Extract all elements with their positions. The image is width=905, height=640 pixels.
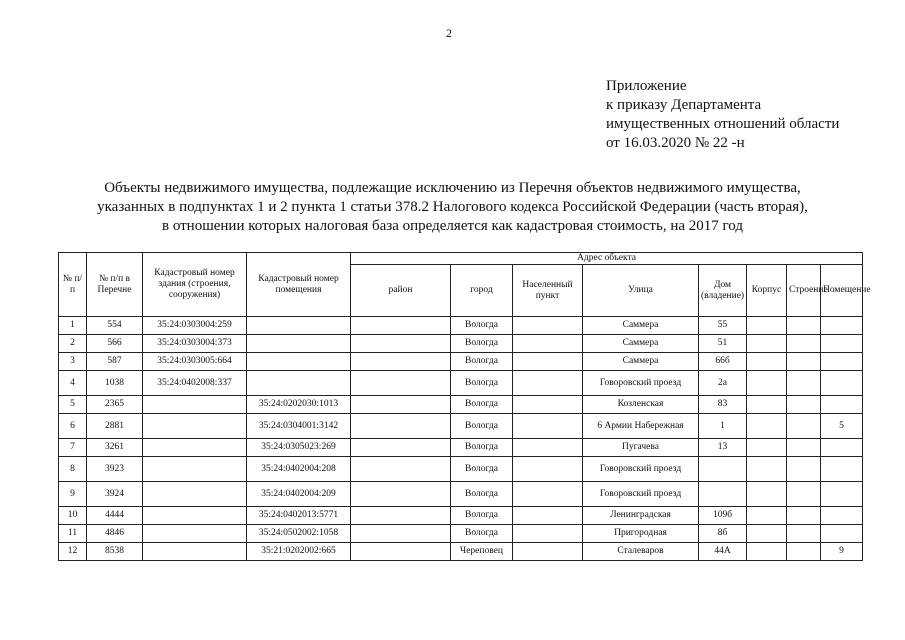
cell-premises	[821, 335, 863, 353]
cell-street: Говоровский проезд	[583, 371, 699, 396]
cell-room-cadastral	[247, 317, 351, 335]
cell-city: Вологда	[451, 507, 513, 525]
cell-city: Вологда	[451, 482, 513, 507]
cell-district	[351, 353, 451, 371]
cell-list-num: 4444	[87, 507, 143, 525]
cell-building-cadastral	[143, 507, 247, 525]
cell-corpus	[747, 335, 787, 353]
cell-house: 1	[699, 414, 747, 439]
cell-house: 109б	[699, 507, 747, 525]
cell-building-cadastral: 35:24:0402008:337	[143, 371, 247, 396]
cell-num: 8	[59, 457, 87, 482]
header-corpus: Корпус	[747, 265, 787, 317]
cell-district	[351, 543, 451, 561]
cell-corpus	[747, 507, 787, 525]
cell-structure	[787, 457, 821, 482]
header-address-group: Адрес объекта	[351, 253, 863, 265]
cell-num: 7	[59, 439, 87, 457]
cell-settlement	[513, 525, 583, 543]
cell-structure	[787, 353, 821, 371]
cell-num: 3	[59, 353, 87, 371]
cell-corpus	[747, 439, 787, 457]
cell-street: Сталеваров	[583, 543, 699, 561]
cell-street: Говоровский проезд	[583, 457, 699, 482]
cell-settlement	[513, 414, 583, 439]
cell-settlement	[513, 335, 583, 353]
title-line: Объекты недвижимого имущества, подлежащие исключению из Перечня объектов недвижимого имущества,	[104, 180, 801, 196]
table-row	[59, 335, 863, 353]
cell-structure	[787, 371, 821, 396]
cell-settlement	[513, 543, 583, 561]
cell-structure	[787, 414, 821, 439]
cell-building-cadastral	[143, 525, 247, 543]
cell-list-num: 3261	[87, 439, 143, 457]
cell-house: 44А	[699, 543, 747, 561]
cell-room-cadastral: 35:24:0502002:1058	[247, 525, 351, 543]
cell-num: 1	[59, 317, 87, 335]
cell-room-cadastral: 35:24:0202030:1013	[247, 396, 351, 414]
title-line: указанных в подпунктах 1 и 2 пункта 1 статьи 378.2 Налогового кодекса Российской Федерации (часть вторая),	[97, 199, 808, 215]
cell-city: Вологда	[451, 335, 513, 353]
header-structure: Строение	[787, 265, 821, 317]
header-list-num: № п/п в Перечне	[87, 253, 143, 317]
cell-building-cadastral: 35:24:0303005:664	[143, 353, 247, 371]
cell-building-cadastral: 35:24:0303004:259	[143, 317, 247, 335]
table-row	[59, 353, 863, 371]
appendix-line: от 16.03.2020 № 22 -н	[606, 135, 745, 151]
cell-list-num: 4846	[87, 525, 143, 543]
cell-city: Череповец	[451, 543, 513, 561]
cell-room-cadastral	[247, 371, 351, 396]
table-row	[59, 396, 863, 414]
cell-settlement	[513, 457, 583, 482]
cell-num: 5	[59, 396, 87, 414]
header-num: № п/п	[59, 253, 87, 317]
cell-num: 11	[59, 525, 87, 543]
cell-city: Вологда	[451, 396, 513, 414]
cell-list-num: 587	[87, 353, 143, 371]
cell-corpus	[747, 317, 787, 335]
document-title	[0, 179, 905, 236]
cell-list-num: 2881	[87, 414, 143, 439]
cell-corpus	[747, 396, 787, 414]
cell-city: Вологда	[451, 371, 513, 396]
cell-district	[351, 317, 451, 335]
cell-street: 6 Армии Набережная	[583, 414, 699, 439]
cell-room-cadastral: 35:24:0305023:269	[247, 439, 351, 457]
cell-corpus	[747, 353, 787, 371]
cell-district	[351, 371, 451, 396]
cell-city: Вологда	[451, 353, 513, 371]
cell-district	[351, 457, 451, 482]
table-row	[59, 414, 863, 439]
cell-structure	[787, 543, 821, 561]
cell-city: Вологда	[451, 317, 513, 335]
cell-building-cadastral	[143, 543, 247, 561]
cell-settlement	[513, 396, 583, 414]
cell-num: 12	[59, 543, 87, 561]
cell-premises	[821, 525, 863, 543]
cell-list-num: 566	[87, 335, 143, 353]
cell-corpus	[747, 371, 787, 396]
cell-district	[351, 335, 451, 353]
cell-building-cadastral	[143, 457, 247, 482]
cell-structure	[787, 396, 821, 414]
cell-house: 66б	[699, 353, 747, 371]
appendix-block	[606, 77, 839, 153]
cell-street: Саммера	[583, 353, 699, 371]
cell-street: Саммера	[583, 335, 699, 353]
appendix-line: имущественных отношений области	[606, 116, 840, 132]
cell-street: Саммера	[583, 317, 699, 335]
cell-building-cadastral	[143, 396, 247, 414]
header-premises: Помещение	[821, 265, 863, 317]
cell-settlement	[513, 371, 583, 396]
cell-settlement	[513, 507, 583, 525]
cell-settlement	[513, 439, 583, 457]
cell-num: 2	[59, 335, 87, 353]
table-body	[59, 317, 863, 561]
cell-city: Вологда	[451, 439, 513, 457]
cell-list-num: 8538	[87, 543, 143, 561]
cell-settlement	[513, 353, 583, 371]
cell-settlement	[513, 482, 583, 507]
header-house: Дом (владение)	[699, 265, 747, 317]
cell-room-cadastral: 35:21:0202002:665	[247, 543, 351, 561]
cell-premises	[821, 439, 863, 457]
cell-corpus	[747, 482, 787, 507]
cell-district	[351, 525, 451, 543]
cell-premises: 9	[821, 543, 863, 561]
cell-street: Говоровский проезд	[583, 482, 699, 507]
header-city: город	[451, 265, 513, 317]
cell-corpus	[747, 525, 787, 543]
cell-premises	[821, 482, 863, 507]
cell-list-num: 554	[87, 317, 143, 335]
cell-premises	[821, 353, 863, 371]
objects-table	[58, 252, 871, 561]
cell-num: 9	[59, 482, 87, 507]
cell-district	[351, 414, 451, 439]
cell-room-cadastral: 35:24:0402004:209	[247, 482, 351, 507]
cell-building-cadastral: 35:24:0303004:373	[143, 335, 247, 353]
header-settlement: Населенный пункт	[513, 265, 583, 317]
table-row	[59, 439, 863, 457]
cell-district	[351, 482, 451, 507]
cell-list-num: 1038	[87, 371, 143, 396]
table-row	[59, 457, 863, 482]
cell-premises	[821, 371, 863, 396]
cell-structure	[787, 525, 821, 543]
cell-building-cadastral	[143, 439, 247, 457]
cell-street: Пригородная	[583, 525, 699, 543]
cell-list-num: 3924	[87, 482, 143, 507]
table-row	[59, 482, 863, 507]
cell-street: Ленинградская	[583, 507, 699, 525]
cell-num: 10	[59, 507, 87, 525]
cell-corpus	[747, 543, 787, 561]
cell-house	[699, 482, 747, 507]
table-row	[59, 543, 863, 561]
table-row	[59, 507, 863, 525]
cell-room-cadastral: 35:24:0304001:3142	[247, 414, 351, 439]
cell-street: Козленская	[583, 396, 699, 414]
cell-city: Вологда	[451, 457, 513, 482]
cell-premises	[821, 317, 863, 335]
cell-house: 51	[699, 335, 747, 353]
appendix-line: Приложение	[606, 78, 687, 94]
cell-room-cadastral: 35:24:0402004:208	[247, 457, 351, 482]
cell-premises: 5	[821, 414, 863, 439]
cell-list-num: 3923	[87, 457, 143, 482]
cell-house: 13	[699, 439, 747, 457]
title-line: в отношении которых налоговая база определяется как кадастровая стоимость, на 2017 год	[161, 218, 743, 234]
cell-settlement	[513, 317, 583, 335]
cell-premises	[821, 457, 863, 482]
cell-building-cadastral	[143, 482, 247, 507]
table-row	[59, 371, 863, 396]
cell-premises	[821, 396, 863, 414]
cell-street: Пугачева	[583, 439, 699, 457]
cell-structure	[787, 317, 821, 335]
header-district: район	[351, 265, 451, 317]
cell-corpus	[747, 414, 787, 439]
cell-premises	[821, 507, 863, 525]
cell-house	[699, 457, 747, 482]
cell-district	[351, 439, 451, 457]
cell-num: 4	[59, 371, 87, 396]
cell-structure	[787, 482, 821, 507]
cell-room-cadastral	[247, 335, 351, 353]
cell-list-num: 2365	[87, 396, 143, 414]
table-row	[59, 525, 863, 543]
cell-building-cadastral	[143, 414, 247, 439]
cell-house: 2а	[699, 371, 747, 396]
header-room-cadastral: Кадастровый номер помещения	[247, 253, 351, 317]
header-building-cadastral: Кадастровый номер здания (строения, сооружения)	[143, 253, 247, 317]
cell-structure	[787, 507, 821, 525]
cell-structure	[787, 439, 821, 457]
table-row	[59, 317, 863, 335]
header-street: Улица	[583, 265, 699, 317]
cell-district	[351, 507, 451, 525]
cell-house: 55	[699, 317, 747, 335]
cell-room-cadastral: 35:24:0402013:5771	[247, 507, 351, 525]
cell-house: 83	[699, 396, 747, 414]
cell-city: Вологда	[451, 414, 513, 439]
page-number: 2	[446, 26, 452, 40]
appendix-line: к приказу Департамента	[606, 97, 762, 113]
cell-structure	[787, 335, 821, 353]
cell-room-cadastral	[247, 353, 351, 371]
cell-house: 8б	[699, 525, 747, 543]
cell-num: 6	[59, 414, 87, 439]
cell-city: Вологда	[451, 525, 513, 543]
cell-corpus	[747, 457, 787, 482]
cell-district	[351, 396, 451, 414]
